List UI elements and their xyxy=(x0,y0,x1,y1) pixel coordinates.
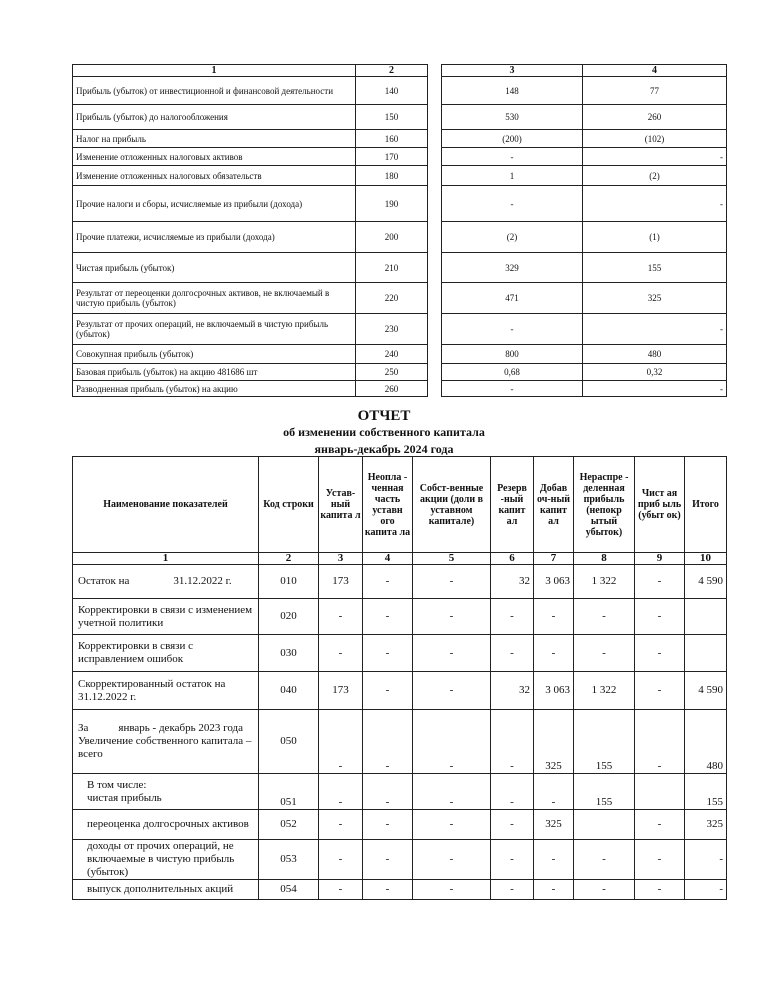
cell-c6: - xyxy=(491,810,534,840)
row-name: Совокупная прибыль (убыток) xyxy=(73,345,356,364)
colnum-8: 8 xyxy=(574,553,635,565)
row-name xyxy=(73,710,259,774)
header-c6: Резерв -ный капит ал xyxy=(491,457,534,553)
header-c7: Добав оч-ный капит ал xyxy=(534,457,574,553)
row-value-3: - xyxy=(442,381,583,397)
cell-c10: - xyxy=(685,880,727,900)
row-name: Изменение отложенных налоговых обязательств xyxy=(73,166,356,186)
cell-c4: - xyxy=(363,565,413,599)
colnum-5: 5 xyxy=(413,553,491,565)
cell-c8: - xyxy=(574,840,635,880)
cell-c9: - xyxy=(635,840,685,880)
row-code: 180 xyxy=(356,166,428,186)
row-value-4: (1) xyxy=(583,222,727,253)
cell-c10 xyxy=(685,599,727,635)
row-value-3: (200) xyxy=(442,130,583,148)
cell-c8: - xyxy=(574,599,635,635)
colnum-6: 6 xyxy=(491,553,534,565)
row-value-3: 800 xyxy=(442,345,583,364)
cell-c7: - xyxy=(534,599,574,635)
row-value-4: - xyxy=(583,186,727,222)
cell-c7: 3 063 xyxy=(534,565,574,599)
row-value-3: - xyxy=(442,186,583,222)
table-row xyxy=(73,166,727,186)
cell-c5: - xyxy=(413,840,491,880)
cell-c7: 325 xyxy=(534,710,574,774)
cell-c6: - xyxy=(491,840,534,880)
cell-c3: - xyxy=(319,710,363,774)
row-code: 260 xyxy=(356,381,428,397)
cell-c4: - xyxy=(363,672,413,710)
cell-c3: - xyxy=(319,810,363,840)
row-value-3: (2) xyxy=(442,222,583,253)
cell-c6: - xyxy=(491,710,534,774)
row-name: Прибыль (убыток) до налогообложения xyxy=(73,105,356,130)
cell-c10: 325 xyxy=(685,810,727,840)
cell-c3: 173 xyxy=(319,672,363,710)
row-code: 160 xyxy=(356,130,428,148)
row-code: 220 xyxy=(356,283,428,314)
table-row xyxy=(73,672,727,710)
header-name: Наименование показателей xyxy=(73,457,259,553)
header-c10: Итого xyxy=(685,457,727,553)
table-row xyxy=(73,345,727,364)
row-code: 240 xyxy=(356,345,428,364)
report-period: январь-декабрь 2024 года xyxy=(314,442,454,456)
cell-c5: - xyxy=(413,635,491,672)
row-name: Скорректированный остаток на 31.12.2022 г. xyxy=(73,672,259,710)
colnum-1: 1 xyxy=(73,553,259,565)
row-code: 150 xyxy=(356,105,428,130)
row-name: Налог на прибыль xyxy=(73,130,356,148)
cell-c5: - xyxy=(413,810,491,840)
row-value-3: 329 xyxy=(442,253,583,283)
cell-c10: 155 xyxy=(685,774,727,810)
cell-c8: 1 322 xyxy=(574,672,635,710)
cell-c5: - xyxy=(413,672,491,710)
cell-c4: - xyxy=(363,599,413,635)
row-period: январь - декабрь 2023 года xyxy=(118,722,244,734)
cell-c3: - xyxy=(319,635,363,672)
cell-c8: 1 322 xyxy=(574,565,635,599)
cell-c8 xyxy=(574,810,635,840)
row-name: выпуск дополнительных акций xyxy=(73,880,259,900)
cell-c5: - xyxy=(413,565,491,599)
table-row xyxy=(73,599,727,635)
row-name: Результат от прочих операций, не включаемый в чистую прибыль (убыток) xyxy=(73,314,356,345)
row-name-text: Увеличение собственного капитала – всего xyxy=(78,735,252,760)
row-name: Прибыль (убыток) от инвестиционной и финансовой деятельности xyxy=(73,77,356,105)
row-value-3: 0,68 xyxy=(442,364,583,381)
cell-c7: 325 xyxy=(534,810,574,840)
col-header-4: 4 xyxy=(583,65,727,77)
col-header-1: 1 xyxy=(73,65,356,77)
cell-c10: 4 590 xyxy=(685,672,727,710)
cell-c4: - xyxy=(363,635,413,672)
table-row xyxy=(73,253,727,283)
cell-c8: 155 xyxy=(574,710,635,774)
row-code: 040 xyxy=(259,672,319,710)
table-row xyxy=(73,222,727,253)
table-row xyxy=(73,186,727,222)
row-name: Результат от переоценки долгосрочных активов, не включаемый в чистую прибыль (убыток) xyxy=(73,283,356,314)
table-row xyxy=(73,130,727,148)
colnum-2: 2 xyxy=(259,553,319,565)
column-number-row xyxy=(73,553,727,565)
row-value-4: 480 xyxy=(583,345,727,364)
row-name: переоценка долгосрочных активов xyxy=(73,810,259,840)
header-c4: Неопла - ченная часть уставн ого капита ла xyxy=(363,457,413,553)
row-value-4: 260 xyxy=(583,105,727,130)
row-name: Чистая прибыль (убыток) xyxy=(73,253,356,283)
cell-c4: - xyxy=(363,710,413,774)
table-row xyxy=(73,364,727,381)
row-code: 190 xyxy=(356,186,428,222)
cell-c9 xyxy=(635,774,685,810)
table-row xyxy=(73,810,727,840)
row-name: Корректировки в связи с изменением учетной политики xyxy=(73,599,259,635)
row-code: 010 xyxy=(259,565,319,599)
colnum-10: 10 xyxy=(685,553,727,565)
cell-c5: - xyxy=(413,599,491,635)
row-code: 200 xyxy=(356,222,428,253)
cell-c9: - xyxy=(635,635,685,672)
table-row xyxy=(73,381,727,397)
row-name: Базовая прибыль (убыток) на акцию 481686 шт xyxy=(73,364,356,381)
equity-changes-table xyxy=(72,456,727,900)
table-row xyxy=(73,148,727,166)
equity-header-row xyxy=(73,457,727,553)
cell-c3: - xyxy=(319,774,363,810)
row-value-3: 148 xyxy=(442,77,583,105)
row-name xyxy=(73,565,259,599)
row-code: 140 xyxy=(356,77,428,105)
cell-c4: - xyxy=(363,840,413,880)
cell-c7: - xyxy=(534,880,574,900)
row-code: 054 xyxy=(259,880,319,900)
row-code: 052 xyxy=(259,810,319,840)
row-name-text: чистая прибыль xyxy=(87,791,162,804)
header-c9: Чист ая приб ыль (убыт ок) xyxy=(635,457,685,553)
row-code: 230 xyxy=(356,314,428,345)
header-c5: Собст-венные акции (доли в уставном капитале) xyxy=(413,457,491,553)
cell-c3: - xyxy=(319,840,363,880)
table-row xyxy=(73,77,727,105)
row-value-4: - xyxy=(583,148,727,166)
row-value-3: - xyxy=(442,314,583,345)
row-value-4: 155 xyxy=(583,253,727,283)
row-value-4: 325 xyxy=(583,283,727,314)
cell-c9: - xyxy=(635,672,685,710)
cell-c5: - xyxy=(413,774,491,810)
row-value-4: 0,32 xyxy=(583,364,727,381)
row-value-3: 1 xyxy=(442,166,583,186)
header-c8: Нераспре - деленная прибыль (непокр ытый убыток) xyxy=(574,457,635,553)
income-statement-table xyxy=(72,64,727,397)
row-value-3: 530 xyxy=(442,105,583,130)
cell-c4: - xyxy=(363,880,413,900)
header-c3: Устав-ный капита л xyxy=(319,457,363,553)
row-code: 050 xyxy=(259,710,319,774)
cell-c4: - xyxy=(363,810,413,840)
col-header-2: 2 xyxy=(356,65,428,77)
report-title: ОТЧЕТ xyxy=(357,408,411,424)
table-row xyxy=(73,774,727,810)
cell-c3: - xyxy=(319,880,363,900)
row-name: Прочие платежи, исчисляемые из прибыли (дохода) xyxy=(73,222,356,253)
header-code: Код строки xyxy=(259,457,319,553)
income-header-row xyxy=(73,65,727,77)
cell-c9: - xyxy=(635,710,685,774)
row-code: 250 xyxy=(356,364,428,381)
colnum-3: 3 xyxy=(319,553,363,565)
cell-c10: 4 590 xyxy=(685,565,727,599)
cell-c10 xyxy=(685,635,727,672)
row-code: 210 xyxy=(356,253,428,283)
table-row xyxy=(73,710,727,774)
row-name-text: Остаток на xyxy=(78,575,130,587)
cell-c7: 3 063 xyxy=(534,672,574,710)
row-value-3: 471 xyxy=(442,283,583,314)
row-value-4: - xyxy=(583,314,727,345)
row-name: Корректировки в связи с исправлением ошибок xyxy=(73,635,259,672)
cell-c6: 32 xyxy=(491,565,534,599)
col-header-3: 3 xyxy=(442,65,583,77)
table-row xyxy=(73,283,727,314)
cell-c3: 173 xyxy=(319,565,363,599)
row-code: 051 xyxy=(259,774,319,810)
row-date: 31.12.2022 г. xyxy=(173,575,232,587)
cell-c9: - xyxy=(635,810,685,840)
cell-c10: 480 xyxy=(685,710,727,774)
row-pre: В том числе: xyxy=(87,778,147,791)
row-name xyxy=(73,774,259,810)
row-name: Разводненная прибыль (убыток) на акцию xyxy=(73,381,356,397)
cell-c7: - xyxy=(534,840,574,880)
colnum-7: 7 xyxy=(534,553,574,565)
table-row xyxy=(73,635,727,672)
cell-c3: - xyxy=(319,599,363,635)
cell-c6: - xyxy=(491,635,534,672)
cell-c5: - xyxy=(413,710,491,774)
cell-c6: 32 xyxy=(491,672,534,710)
cell-c9: - xyxy=(635,599,685,635)
cell-c10: - xyxy=(685,840,727,880)
row-value-3: - xyxy=(442,148,583,166)
cell-c4: - xyxy=(363,774,413,810)
row-name: доходы от прочих операций, не включаемые в чистую прибыль (убыток) xyxy=(73,840,259,880)
cell-c8: - xyxy=(574,880,635,900)
row-code: 030 xyxy=(259,635,319,672)
cell-c6: - xyxy=(491,880,534,900)
table-row xyxy=(73,105,727,130)
cell-c7: - xyxy=(534,774,574,810)
row-code: 170 xyxy=(356,148,428,166)
row-value-4: - xyxy=(583,381,727,397)
row-za: За xyxy=(78,722,89,734)
row-value-4: (2) xyxy=(583,166,727,186)
cell-c8: - xyxy=(574,635,635,672)
cell-c6: - xyxy=(491,774,534,810)
table-row xyxy=(73,314,727,345)
colnum-9: 9 xyxy=(635,553,685,565)
row-code: 020 xyxy=(259,599,319,635)
cell-c9: - xyxy=(635,565,685,599)
row-value-4: (102) xyxy=(583,130,727,148)
table-row xyxy=(73,565,727,599)
row-value-4: 77 xyxy=(583,77,727,105)
cell-c5: - xyxy=(413,880,491,900)
table-row xyxy=(73,880,727,900)
cell-c8: 155 xyxy=(574,774,635,810)
row-name: Прочие налоги и сборы, исчисляемые из прибыли (дохода) xyxy=(73,186,356,222)
row-code: 053 xyxy=(259,840,319,880)
report-subtitle: об изменении собственного капитала xyxy=(283,425,485,439)
colnum-4: 4 xyxy=(363,553,413,565)
table-row xyxy=(73,840,727,880)
row-name: Изменение отложенных налоговых активов xyxy=(73,148,356,166)
cell-c6: - xyxy=(491,599,534,635)
cell-c7: - xyxy=(534,635,574,672)
cell-c9: - xyxy=(635,880,685,900)
